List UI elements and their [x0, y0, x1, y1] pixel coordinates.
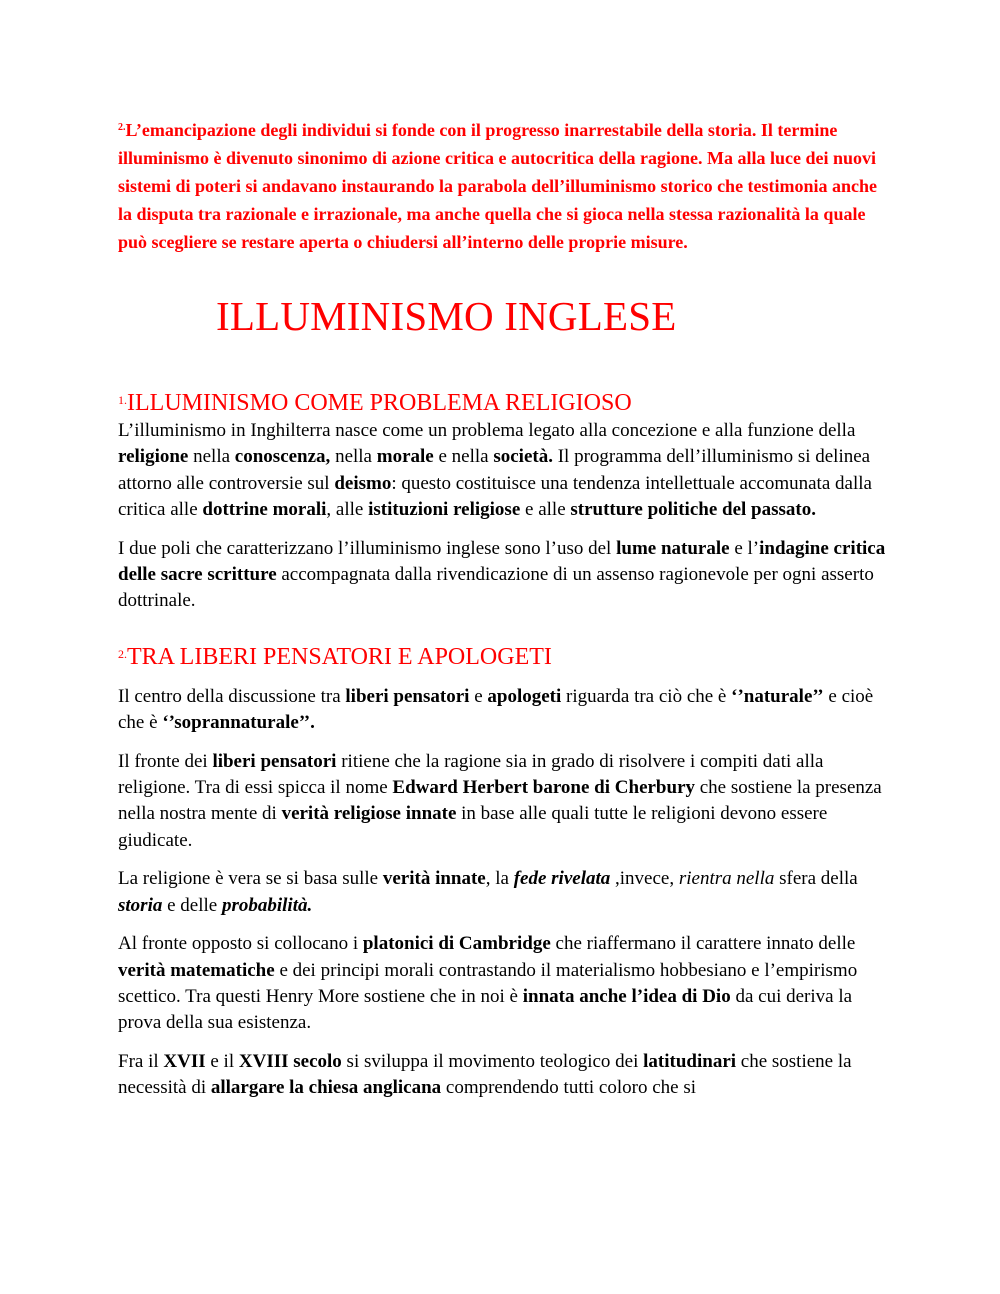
bold-term: Edward Herbert barone di Cherbury: [392, 777, 695, 799]
footnote-marker: 2.: [118, 122, 126, 133]
text-run: e il: [205, 1050, 239, 1072]
bold-term: liberi pensatori: [345, 685, 470, 707]
text-run: che sostiene la necessità di: [118, 1050, 852, 1099]
bold-term: verità religiose innate: [281, 803, 457, 825]
bold-term: deismo: [334, 472, 392, 494]
text-run: , la: [485, 868, 514, 890]
text-run: accompagnata dalla rivendicazione di un assenso ragionevole per ogni asserto dottrinale.: [118, 564, 874, 612]
section-heading-1: [118, 389, 888, 417]
paragraph: [118, 866, 888, 919]
text-run: Il programma dell’illuminismo si delinea attorno alle controversie sul: [118, 446, 871, 494]
text-run: e cioè che è: [118, 685, 874, 734]
bold-term: istituzioni religiose: [368, 499, 521, 521]
section-number: 1.: [118, 393, 127, 407]
bold-term: allargare la chiesa anglicana: [210, 1077, 442, 1099]
bold-term: religione: [118, 446, 189, 468]
text-run: nella: [188, 446, 235, 468]
text-run: nella: [330, 446, 377, 468]
bold-term: morale: [376, 446, 434, 468]
paragraph: [118, 684, 888, 737]
paragraph: [118, 931, 888, 1037]
bold-term: apologeti: [487, 685, 562, 707]
paragraph: [118, 1049, 888, 1102]
text-run: e delle: [162, 894, 222, 916]
bold-term: dottrine morali: [202, 499, 327, 521]
intro-text: L’emancipazione degli individui si fonde con il progresso inarrestabile della storia. Il termine illuminismo è divenuto sinonimo di azione critica e autocritica della ragione. Ma alla luce dei nuovi sistemi di poteri si andavano instaurando la parabola dell’illuminismo storico che testimonia anche la disputa tra razionale e irrazionale, ma anche quella che si gioca nella stessa razionalità la quale può scegliere se restare aperta o chiudersi all’interno delle proprie misure.: [118, 120, 878, 252]
text-run: : questo costituisce una tendenza intellettuale accomunata dalla critica alle: [118, 472, 872, 521]
text-run: e alle: [520, 499, 571, 521]
section-title: TRA LIBERI PENSATORI E APOLOGETI: [127, 643, 552, 670]
bold-italic-term: probabilità.: [221, 894, 313, 916]
bold-term: ‘’naturale’’: [731, 685, 824, 707]
text-run: che sostiene la presenza nella nostra mente di: [118, 777, 882, 825]
bold-term: verità matematiche: [118, 959, 275, 981]
section-heading-2: [118, 643, 888, 671]
bold-italic-term: fede rivelata: [513, 868, 611, 890]
text-run: , alle: [326, 499, 369, 521]
text-run: L’illuminismo in Inghilterra nasce come un problema legato alla concezione e alla funzione della: [118, 420, 856, 441]
text-run: e l’: [729, 537, 760, 559]
bold-term: lume naturale: [616, 537, 730, 559]
section-title: ILLUMINISMO COME PROBLEMA RELIGIOSO: [127, 390, 632, 416]
text-run: e nella: [433, 446, 494, 468]
bold-italic-term: storia: [118, 894, 163, 916]
text-run: Fra il: [118, 1050, 164, 1072]
italic-term: rientra nella: [678, 868, 775, 890]
text-run: Il fronte dei: [118, 750, 213, 772]
text-run: che riaffermano il carattere innato delle: [550, 933, 856, 955]
text-run: Il centro della discussione tra: [118, 685, 346, 707]
text-run: Al fronte opposto si collocano i: [118, 933, 363, 955]
text-run: riguarda tra ciò che è: [561, 685, 732, 707]
paragraph: [118, 749, 888, 855]
text-run: La religione è vera se si basa sulle: [118, 868, 383, 890]
page-title: ILLUMINISMO INGLESE: [216, 293, 677, 339]
bold-term: latitudinari: [643, 1050, 737, 1072]
text-run: sfera della: [774, 868, 858, 890]
text-run: e: [469, 685, 488, 707]
intro-paragraph: [118, 116, 888, 256]
bold-term: liberi pensatori: [212, 750, 337, 772]
bold-term: XVII: [163, 1050, 206, 1072]
bold-term: verità innate: [382, 868, 486, 890]
text-run: ritiene che la ragione sia in grado di risolvere i compiti dati alla religione. Tra di essi spicca il nome: [118, 750, 824, 799]
text-run: in base alle quali tutte le religioni devono essere giudicate.: [118, 803, 828, 851]
bold-term: strutture politiche del passato.: [570, 499, 816, 521]
text-run: I due poli che caratterizzano l’illuminismo inglese sono l’uso del: [118, 537, 617, 559]
section-number: 2.: [118, 646, 127, 661]
text-run: e dei principi morali contrastando il materialismo hobbesiano e l’empirismo scettico. Tra questi Henry More sostiene che in noi è: [118, 959, 858, 1007]
paragraph: [118, 418, 888, 524]
bold-term: XVIII secolo: [238, 1050, 342, 1072]
bold-term: platonici di Cambridge: [362, 933, 551, 955]
bold-term: innata anche l’idea di Dio: [522, 985, 731, 1007]
text-run: ,invece,: [610, 868, 679, 890]
bold-term: indagine critica delle sacre scritture: [118, 537, 886, 586]
paragraph: [118, 536, 888, 615]
bold-term: ‘’soprannaturale’’.: [162, 712, 315, 734]
bold-term: società.: [493, 446, 553, 468]
text-run: comprendendo tutti coloro che si: [441, 1077, 696, 1099]
document-page: [118, 116, 888, 1114]
text-run: da cui deriva la prova della sua esistenza.: [118, 985, 853, 1034]
bold-term: conoscenza,: [234, 446, 331, 468]
text-run: si sviluppa il movimento teologico dei: [341, 1050, 644, 1072]
